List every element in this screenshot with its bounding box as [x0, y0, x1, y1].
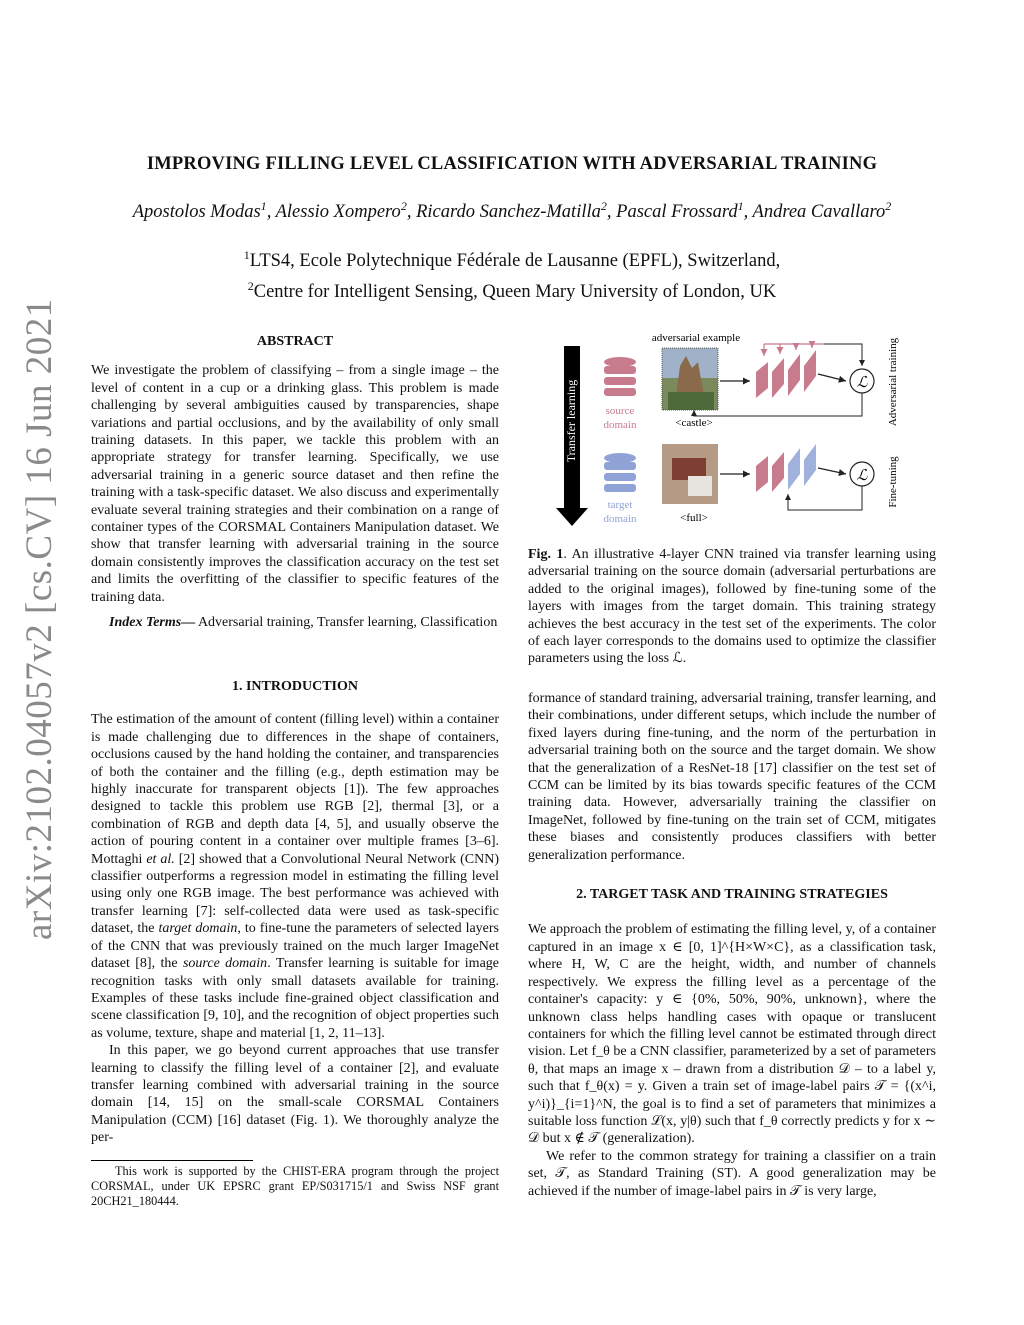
adv-loss-symbol: ℒ	[856, 375, 868, 391]
section-2-paragraph-2: We refer to the common strategy for training a classifier on a train set, 𝒯, as Standard Training (ST). A good generalization may be achieved if the number of image-label pairs in 𝒯 is very large,	[528, 1148, 936, 1199]
source-domain-label: domain	[603, 419, 637, 431]
index-terms: Index Terms— Adversarial training, Transfer learning, Classification	[109, 615, 498, 631]
target-database-icon	[604, 453, 636, 492]
caption-text: . An illustrative 4-layer CNN trained via transfer learning using adversarial training on the source domain (adversarial perturbations are added to the original images), followed by fine-tuning some of the layers with images from the target domain. This training strategy achieves the best accuracy in the test set of the experiments. The color of each layer corresponds to the domains used to optimize the classifier parameters using the loss ℒ.	[528, 547, 936, 667]
adversarial-example-label: adversarial example	[651, 332, 741, 344]
source-network-layers	[756, 344, 824, 398]
author-name: Apostolos Modas	[132, 202, 261, 223]
author-name: Ricardo Sanchez-Matilla	[416, 202, 601, 223]
full-class-label: <full>	[680, 512, 708, 524]
author-name: Andrea Cavallaro	[752, 202, 886, 223]
affiliations	[0, 243, 1024, 305]
author-affiliation-mark: 2	[600, 199, 607, 213]
intro-paragraph-1: The estimation of the amount of content (filling level) within a container is made challenging due to differences in the shape of containers, occlusions caused by the hand holding the container, and transparencies of both the container and the filling (e.g., depth estimation may be highly inaccurate for transparent objects [1]). The few approaches designed to tackle this problem use RGB [2], thermal [3], or a combination of RGB and depth data [4, 5], and usually observe the action of pouring content in a container over multiple frames [3–6]. Mottaghi et al. [2] showed that a Convolutional Neural Network (CNN) classifier outperforms a regression model in estimating the filling level using only one RGB image. The best performance was achieved with transfer learning [7]: self-collected data were used as task-specific dataset, the target domain, to fine-tune the parameters of selected layers of the CNN that was previously trained on the much larger ImageNet dataset [8], the source domain. Transfer learning is suitable for image recognition tasks with only small datasets available for training. Examples of these tasks include fine-grained object classification and scene classification [9, 10], and the recognition of object properties such as volume, texture, shape and material [1, 2, 11–13].	[91, 712, 500, 1041]
author-affiliation-mark: 1	[260, 199, 267, 213]
fine-tuning-label: Fine-tuning	[887, 456, 899, 508]
affiliation-line: $^2$Centre for Intelligent Sensing, Queen Mary University of London, UK	[247, 279, 777, 303]
container-image	[662, 444, 718, 504]
transfer-learning-arrow	[556, 346, 588, 526]
section-2-paragraph-1: We approach the problem of estimating the filling level, y, of a container captured in an image x ∈ [0, 1]^{H×W×C}, as a classification task, where H, W, C are the height, width, and number of channels respectively. We express the filling level as a percentage of the container's capacity: y ∈ {0%, 50%, 90%, unknown}, where the unknown class helps handling cases with opaque or translucent containers for which the filling level cannot be estimated through direct vision. Let f_θ be a CNN classifier, parameterized by a set of parameters θ, that maps an image x – drawn from a distribution 𝒟 – to a label y, such that f_θ(x) = y. Given a train set of image-label pairs 𝒯 = {(x^i, y^i)}_{i=1}^N, the goal is to find a set of parameters that minimizes a suitable loss function ℒ(x, y|θ) such that f_θ correctly predicts y for x ∼ 𝒟 but x ∉ 𝒯 (generalization).	[528, 922, 936, 1147]
abstract-heading: ABSTRACT	[256, 334, 334, 349]
figure-label: Fig. 1	[528, 547, 564, 562]
arxiv-sidebar-stamp: arXiv:2102.04057v2 [cs.CV] 16 Jun 2021	[19, 298, 60, 940]
source-domain-label: source	[605, 405, 635, 417]
abstract-section	[91, 333, 499, 632]
abstract-text: We investigate the problem of classifying – from a single image – the level of content in a cup or a drinking glass. This problem is made challenging by several ambiguities caused by transparencies, shape variations and partial occlusions, and by the availability of only small training datasets. In this paper, we tackle this problem with an appropriate strategy for transfer learning. Specifically, we use adversarial training in a generic source dataset and then refine the training with a task-specific dataset. We also discuss and experimentally evaluate several training strategies and their combination on a range of container types of the CORSMAL Containers Manipulation dataset. We show that transfer learning with adversarial training in the source domain consistently improves the classification accuracy on the test set and limits the overfitting of the classifier to specific features of the training data.	[91, 363, 499, 605]
footnote-rule	[91, 1160, 253, 1161]
figure-1-diagram	[528, 326, 936, 536]
author-name: Alessio Xompero	[275, 202, 401, 223]
author-affiliation-mark: 1	[737, 199, 744, 213]
introduction-section	[91, 678, 499, 1147]
author-name: Pascal Frossard	[616, 202, 738, 223]
paper-title: IMPROVING FILLING LEVEL CLASSIFICATION WITH ADVERSARIAL TRAINING	[146, 154, 878, 174]
right-column-text	[528, 690, 936, 1200]
adversarial-training-label: Adversarial training	[887, 337, 899, 427]
transfer-learning-label: Transfer learning	[564, 379, 578, 463]
target-network-layers	[756, 444, 816, 492]
affiliation-line: $^1$LTS4, Ecole Polytechnique Fédérale de Lausanne (EPFL), Switzerland,	[243, 248, 781, 272]
author-list: Apostolos Modas$^1$, Alessio Xompero$^2$, Ricardo Sanchez-Matilla$^2$, Pascal Frossard$^1$, Andrea Cavallaro$^2$	[132, 199, 892, 223]
castle-class-label: <castle>	[675, 417, 713, 429]
intro-heading: 1. INTRODUCTION	[231, 679, 358, 694]
intro-continuation: formance of standard training, adversarial training, transfer learning, and their combinations, under different setups, which include the number of fixed layers during fine-tuning, and the norm of the perturbation in adversarial training both on the source and the target domain. We show that the generalization of a ResNet-18 [17] classifier on the test set of CCM can be limited by its bias towards specific features of the CCM training data. However, adversarially training the classifier on ImageNet, followed by fine-tuning on the train set of CCM, mitigates these biases and consistently produces classifiers with better generalization performance.	[528, 691, 936, 863]
section-2-heading: 2. TARGET TASK AND TRAINING STRATEGIES	[576, 887, 888, 903]
source-database-icon	[604, 357, 636, 396]
target-domain-label: target	[607, 499, 633, 511]
finetune-loss-symbol: ℒ	[856, 468, 868, 484]
figure-caption	[528, 546, 936, 668]
footnote: This work is supported by the CHIST-ERA program through the project CORSMAL, under UK EPSRC grant EP/S031715/1 and Swiss NSF grant 20CH21_180444.	[91, 1164, 499, 1208]
intro-paragraph-2: In this paper, we go beyond current approaches that use transfer learning to classify the filling level of a container [2], and evaluate transfer learning combined with adversarial training in the source domain [14, 15] on the small-scale CORSMAL Containers Manipulation (CCM) [16] dataset (Fig. 1). We thoroughly analyze the per-	[91, 1043, 499, 1146]
author-affiliation-mark: 2	[885, 199, 892, 213]
author-affiliation-mark: 2	[400, 199, 407, 213]
target-domain-label: domain	[603, 513, 637, 525]
castle-image	[662, 348, 718, 410]
figure-1	[528, 326, 936, 536]
